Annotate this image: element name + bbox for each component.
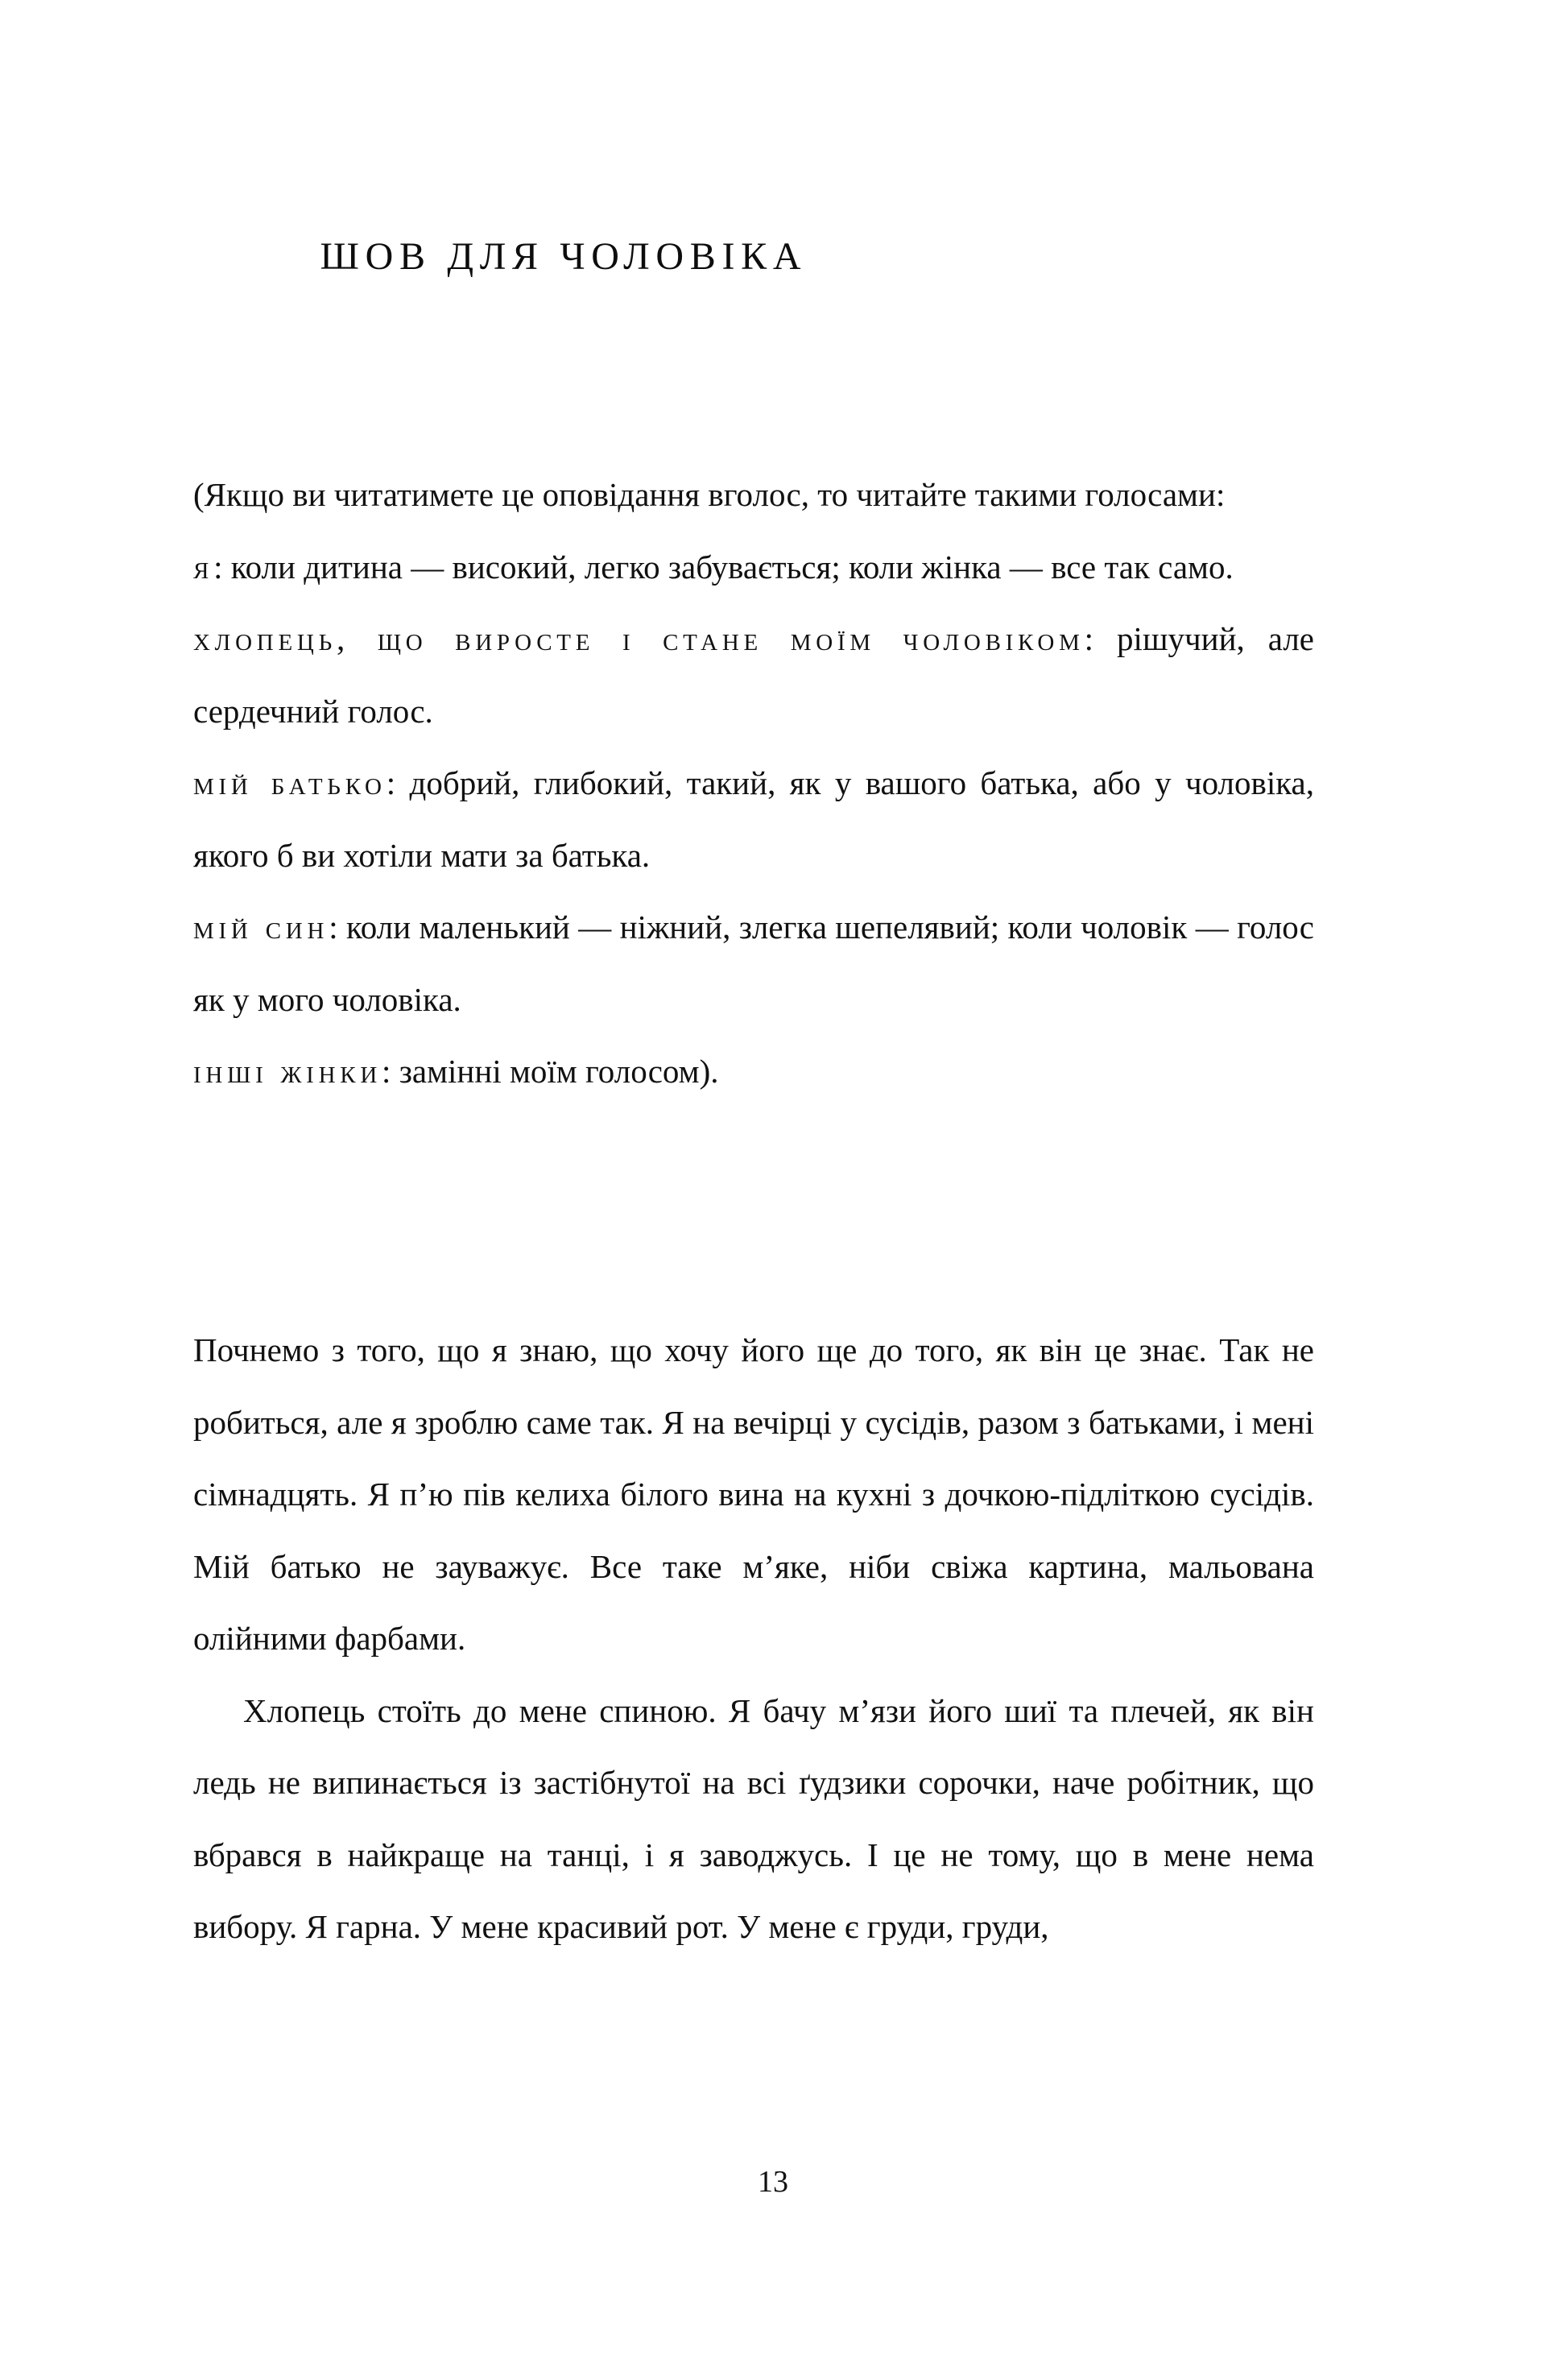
speaker-description: замінні моїм голосом). — [399, 1053, 719, 1090]
speaker-description: коли дитина — високий, легко забувається; коли жінка — все так само. — [230, 548, 1234, 586]
speaker-label: інші жінки — [193, 1053, 382, 1090]
preamble-intro-paragraph: (Якщо ви читатимете це оповідання вголос, то читайте такими голосами: — [193, 476, 1226, 513]
speaker-label: мій син — [193, 909, 329, 946]
cast-line — [193, 747, 1314, 892]
speaker-separator: : — [386, 764, 410, 801]
page-number: 13 — [758, 2165, 788, 2199]
body-paragraph: Хлопець стоїть до мене спиною. Я бачу м’язи його шиї та плечей, як він ледь не випинається із застібнутої на всі ґудзики сорочки, наче робітник, що вбрався в найкраще на танці, і я заводжусь. І це не тому, що в мене нема вибору. Я гарна. У мене красивий рот. У мене є груди, груди, — [193, 1691, 1314, 1945]
speaker-label: я — [193, 548, 214, 586]
cast-line — [193, 603, 1314, 747]
speaker-description: коли маленький — ніжний, злегка шепелявий; коли чоловік — голос як у мого чоловіка. — [193, 909, 1315, 1018]
speaker-separator: : — [213, 548, 231, 586]
speaker-separator: : — [1084, 620, 1118, 657]
body-block — [193, 1314, 1314, 1964]
speaker-separator: : — [382, 1053, 399, 1090]
speaker-label: мій батько — [193, 764, 386, 801]
speaker-label: хлопець, що виросте і стане моїм чоловіком — [193, 620, 1085, 657]
preamble-block — [193, 459, 1314, 1108]
speaker-description: рішучий, але сердечний голос. — [193, 620, 1314, 730]
cast-line — [193, 892, 1314, 1036]
speaker-description: добрий, глибокий, такий, як у вашого батька, або у чоловіка, якого б ви хотіли мати за батька. — [193, 764, 1314, 874]
page-title: ШОВ ДЛЯ ЧОЛОВІКА — [320, 235, 808, 278]
speaker-separator: : — [329, 909, 346, 946]
cast-line — [193, 532, 1314, 604]
body-paragraph: Почнемо з того, що я знаю, що хочу його ще до того, як він це знає. Так не робиться, але я зроблю саме так. Я на вечірці у сусідів, разом з батьками, і мені сімнадцять. Я п’ю пів келиха білого вина на кухні з дочкою-підліткою сусідів. Мій батько не зауважує. Все таке м’яке, ніби свіжа картина, мальована олійними фарбами. — [193, 1331, 1314, 1657]
cast-line — [193, 1036, 1314, 1108]
